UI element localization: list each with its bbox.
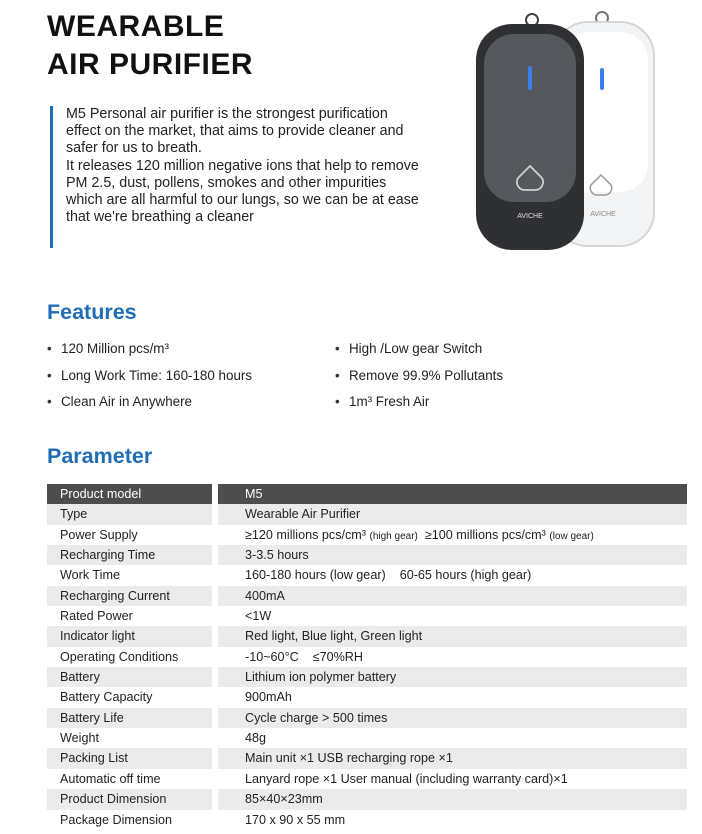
title-line-2: AIR PURIFIER — [47, 48, 254, 81]
product-image — [470, 4, 680, 250]
parameter-heading: Parameter — [47, 444, 153, 468]
param-key: Battery Life — [47, 708, 212, 728]
param-key: Package Dimension — [47, 810, 212, 830]
param-key: Battery — [47, 667, 212, 687]
param-key: Battery Capacity — [47, 687, 212, 707]
table-row — [47, 728, 687, 748]
param-value: -10~60°C ≤70%RH — [218, 647, 687, 667]
power-high-value: ≥120 millions pcs/cm³ — [245, 527, 366, 542]
param-key: Weight — [47, 728, 212, 748]
param-value: <1W — [218, 606, 687, 626]
param-key: Automatic off time — [47, 769, 212, 789]
param-value: 3-3.5 hours — [218, 545, 687, 565]
features-heading: Features — [47, 300, 137, 324]
param-key: Recharging Current — [47, 586, 212, 606]
table-row — [47, 586, 687, 606]
param-value: Red light, Blue light, Green light — [218, 626, 687, 646]
power-low-note: (low gear) — [549, 530, 594, 542]
param-value: Lithium ion polymer battery — [218, 667, 687, 687]
intro-text — [50, 106, 426, 248]
param-value: Cycle charge > 500 times — [218, 708, 687, 728]
param-value: 400mA — [218, 586, 687, 606]
param-key: Rated Power — [47, 606, 212, 626]
param-value: 170 x 90 x 55 mm — [218, 810, 687, 830]
param-value: 900mAh — [218, 687, 687, 707]
table-header-key: Product model — [47, 484, 212, 504]
table-row — [47, 687, 687, 707]
param-key: Product Dimension — [47, 789, 212, 809]
title-line-1: WEARABLE — [47, 10, 225, 43]
param-value: 160-180 hours (low gear) 60-65 hours (high gear) — [218, 565, 687, 585]
parameter-table — [47, 484, 687, 830]
feature-item: • Remove 99.9% Pollutants — [335, 367, 503, 394]
feature-item: • 1m³ Fresh Air — [335, 393, 503, 420]
power-low-value: ≥100 millions pcs/cm³ — [424, 527, 546, 542]
param-value: Wearable Air Purifier — [218, 504, 687, 524]
table-row — [47, 565, 687, 585]
param-value: Main unit ×1 USB recharging rope ×1 — [218, 748, 687, 768]
table-row — [47, 606, 687, 626]
table-row — [47, 789, 687, 809]
table-row — [47, 504, 687, 524]
feature-item: • Long Work Time: 160-180 hours — [47, 367, 252, 394]
param-key: Operating Conditions — [47, 647, 212, 667]
feature-item: • High /Low gear Switch — [335, 340, 503, 367]
table-row — [47, 708, 687, 728]
param-key: Recharging Time — [47, 545, 212, 565]
param-value: 85×40×23mm — [218, 789, 687, 809]
table-row — [47, 667, 687, 687]
white-device-label: AVICHE — [590, 211, 616, 218]
dark-device-label: AVICHE — [517, 213, 543, 220]
table-header-row — [47, 484, 687, 504]
table-row — [47, 626, 687, 646]
features-list-left — [47, 340, 252, 420]
table-row — [47, 769, 687, 789]
param-value: Lanyard rope ×1 User manual (including warranty card)×1 — [218, 769, 687, 789]
table-row — [47, 545, 687, 565]
param-key: Indicator light — [47, 626, 212, 646]
param-value: 48g — [218, 728, 687, 748]
intro-paragraph-1: M5 Personal air purifier is the strongest purification effect on the market, that aims to provide cleaner and safer for us to breath. — [66, 106, 404, 157]
param-key: Type — [47, 504, 212, 524]
feature-item: • Clean Air in Anywhere — [47, 393, 252, 420]
param-key: Packing List — [47, 748, 212, 768]
page-title — [47, 8, 253, 84]
feature-item: • 120 Million pcs/m³ — [47, 340, 252, 367]
table-row — [47, 810, 687, 830]
table-row — [47, 647, 687, 667]
table-row — [47, 525, 687, 545]
features-list-right — [335, 340, 503, 420]
table-row — [47, 748, 687, 768]
power-high-note: (high gear) — [369, 530, 418, 542]
param-value — [218, 525, 687, 545]
table-header-value: M5 — [218, 484, 687, 504]
param-key: Power Supply — [47, 525, 212, 545]
param-key: Work Time — [47, 565, 212, 585]
intro-paragraph-2: It releases 120 million negative ions that help to remove PM 2.5, dust, pollens, smokes and other impurities which are all harmful to our lungs, so we can be at ease that we're breathing a cleaner — [66, 157, 419, 226]
